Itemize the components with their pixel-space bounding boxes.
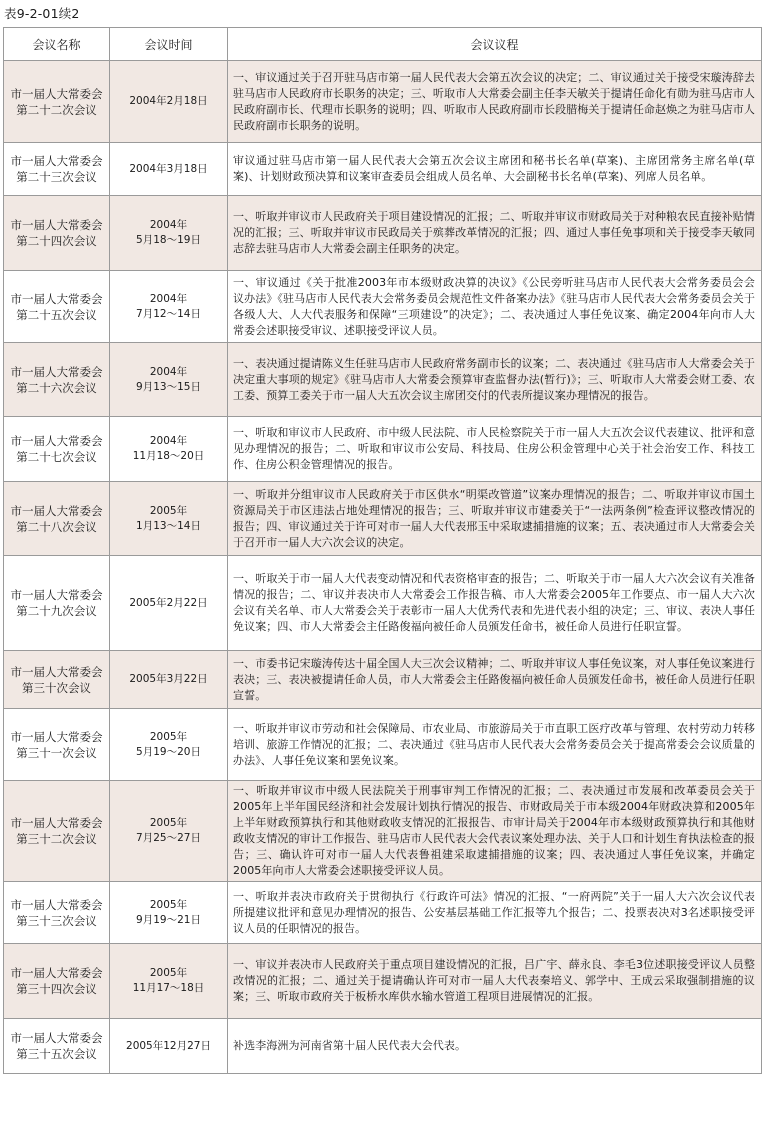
meeting-time-line: 2005年3月22日 bbox=[129, 673, 208, 685]
meeting-agenda-cell: 一、表决通过提请陈义生任驻马店市人民政府常务副市长的议案；二、表决通过《驻马店市人大常委会关于决定重大事项的规定》《驻马店市人大常委会预算审查监督办法(暂行)》；三、听取市人大常委会财工委、农工委、预算工委关于市一届人大五次会议主席团交付的代表所提议案办理情况的报告。 bbox=[228, 343, 762, 417]
meeting-time-line: 2005年 bbox=[149, 817, 188, 829]
meeting-agenda-cell: 一、审议并表决市人民政府关于重点项目建设情况的汇报，吕广宇、薛永良、李毛3位述职接受评议人员整改情况的汇报；二、通过关于提请确认许可对市一届人大代表秦培义、郭学中、王成云采取强制措施的议案；三、听取市政府关于板桥水库供水输水管道工程项目进展情况的汇报。 bbox=[228, 944, 762, 1019]
meeting-time-line: 2005年 bbox=[149, 504, 188, 517]
meeting-name-cell: 市一届人大常委会第三十五次会议 bbox=[4, 1019, 110, 1074]
table-caption: 表9-2-01续2 bbox=[4, 6, 80, 21]
meeting-time-cell bbox=[110, 417, 228, 482]
table-header-row bbox=[4, 28, 762, 61]
table-row bbox=[4, 482, 762, 556]
meeting-time-line: 2005年 bbox=[149, 730, 188, 743]
meeting-time-cell bbox=[110, 944, 228, 1019]
meeting-agenda-cell: 一、听取并分组审议市人民政府关于市区供水“明渠改管道”议案办理情况的报告；二、听取并审议市国土资源局关于市区违法占地处理情况的报告；三、听取并审议市建委关于“一法两条例”检查评议整改情况的报告；四、审议通过关于许可对市一届人大代表邢玉中采取逮捕措施的议案；五、表决通过市人大常委会关于召开市一届人大六次会议的决定。 bbox=[228, 482, 762, 556]
table-row bbox=[4, 271, 762, 343]
meeting-time-cell bbox=[110, 709, 228, 781]
meeting-time-line: 7月25～27日 bbox=[136, 832, 201, 844]
meeting-time-line: 5月18～19日 bbox=[136, 234, 201, 246]
meeting-agenda-cell: 一、审议通过《关于批准2003年市本级财政决算的决议》《公民旁听驻马店市人民代表大会常务委员会会议办法》《驻马店市人民代表大会常务委员会规范性文件备案办法》《驻马店市人民代表大会常务委员会关于各级人大、人大代表服务和保障“三项建设”的决定》；二、表决通过人事任免议案、确定2004年向市人大常委会述职接受审议、述职接受评议人员。 bbox=[228, 271, 762, 343]
meeting-time-line: 2004年 bbox=[149, 292, 188, 305]
table-row bbox=[4, 143, 762, 196]
meeting-name-cell: 市一届人大常委会第三十次会议 bbox=[4, 651, 110, 709]
header-meeting-time: 会议时间 bbox=[110, 28, 228, 61]
meeting-name-cell: 市一届人大常委会第二十四次会议 bbox=[4, 196, 110, 271]
table-row bbox=[4, 944, 762, 1019]
meeting-time-cell bbox=[110, 1019, 228, 1074]
meeting-agenda-cell: 审议通过驻马店市第一届人民代表大会第五次会议主席团和秘书长名单(草案)、主席团常务主席名单(草案)、计划财政预决算和议案审查委员会组成人员名单、大会副秘书长名单(草案)、列席人员名单。 bbox=[228, 143, 762, 196]
meeting-time-cell bbox=[110, 651, 228, 709]
meeting-name-cell: 市一届人大常委会第二十八次会议 bbox=[4, 482, 110, 556]
header-meeting-name: 会议名称 bbox=[4, 28, 110, 61]
meeting-time-cell bbox=[110, 482, 228, 556]
meeting-time-line: 2004年 bbox=[149, 365, 188, 378]
meeting-time-line: 11月17～18日 bbox=[132, 982, 205, 994]
meeting-time-line: 2005年 bbox=[149, 967, 188, 979]
meeting-agenda-cell: 一、听取并审议市人民政府关于项目建设情况的汇报；二、听取并审议市财政局关于对种粮农民直接补贴情况的汇报；三、听取并审议市民政局关于殡葬改革情况的汇报；四、通过人事任免事项和关于接受李天敏同志辞去驻马店市人大常委会副主任职务的决定。 bbox=[228, 196, 762, 271]
meeting-time-line: 2004年 bbox=[149, 219, 188, 231]
meeting-time-line: 11月18～20日 bbox=[132, 450, 205, 462]
table-row bbox=[4, 417, 762, 482]
meeting-time-line: 2005年2月22日 bbox=[129, 596, 208, 609]
table-row bbox=[4, 781, 762, 882]
meeting-name-cell: 市一届人大常委会第二十七次会议 bbox=[4, 417, 110, 482]
meeting-time-line: 2005年12月27日 bbox=[126, 1039, 211, 1052]
meeting-time-line: 9月13～15日 bbox=[136, 380, 201, 393]
table-row bbox=[4, 882, 762, 944]
table-row bbox=[4, 61, 762, 143]
meeting-time-cell bbox=[110, 781, 228, 882]
meeting-agenda-cell: 一、听取和审议市人民政府、市中级人民法院、市人民检察院关于市一届人大五次会议代表建议、批评和意见办理情况的报告；二、听取和审议市公安局、科技局、住房公积金管理中心关于社会治安工作、科技工作、住房公积金管理情况的报告。 bbox=[228, 417, 762, 482]
table-body bbox=[4, 61, 762, 1074]
table-row bbox=[4, 651, 762, 709]
meeting-name-cell: 市一届人大常委会第三十三次会议 bbox=[4, 882, 110, 944]
meeting-agenda-cell: 一、听取并审议市劳动和社会保障局、市农业局、市旅游局关于市直职工医疗改革与管理、农村劳动力转移培训、旅游工作情况的汇报；二、表决通过《驻马店市人民代表大会常务委员会关于提高常委会会议质量的办法》、人事任免议案和罢免议案。 bbox=[228, 709, 762, 781]
meeting-time-line: 2004年2月18日 bbox=[129, 95, 208, 107]
table-row bbox=[4, 709, 762, 781]
table-row bbox=[4, 343, 762, 417]
meeting-name-cell: 市一届人大常委会第二十九次会议 bbox=[4, 556, 110, 651]
meeting-time-cell bbox=[110, 343, 228, 417]
meeting-name-cell: 市一届人大常委会第二十六次会议 bbox=[4, 343, 110, 417]
meeting-agenda-cell: 一、听取并审议市中级人民法院关于刑事审判工作情况的汇报；二、表决通过市发展和改革委员会关于2005年上半年国民经济和社会发展计划执行情况的报告、市财政局关于市本级2004年财政决算和2005年上半年财政预算执行和其他财政收支情况的汇报报告、市审计局关于2004年市本级财政预算执行和其他财政收支情况的审计工作报告、驻马店市人民代表大会代表议案处理办法、关于人口和计划生育执法检查的报告；三、确认许可对市一届人大代表鲁祖建采取逮捕措施的议案；四、表决通过人事任免议案，并确定2005年向市人大常委会述职接受评议人员。 bbox=[228, 781, 762, 882]
meeting-agenda-cell: 一、听取并表决市政府关于贯彻执行《行政许可法》情况的汇报、“一府两院”关于一届人大六次会议代表所提建议批评和意见办理情况的报告、公安基层基础工作汇报等九个报告；二、投票表决对3名述职接受评议人员的任职情况的报告。 bbox=[228, 882, 762, 944]
meeting-time-cell bbox=[110, 271, 228, 343]
meeting-time-cell bbox=[110, 143, 228, 196]
meeting-agenda-cell: 补选李海洲为河南省第十届人民代表大会代表。 bbox=[228, 1019, 762, 1074]
meeting-time-line: 9月19～21日 bbox=[136, 913, 201, 926]
meeting-time-line: 5月19～20日 bbox=[136, 745, 201, 758]
meeting-time-cell bbox=[110, 556, 228, 651]
meeting-name-cell: 市一届人大常委会第三十一次会议 bbox=[4, 709, 110, 781]
meeting-time-line: 2004年 bbox=[149, 435, 188, 447]
meeting-time-cell bbox=[110, 196, 228, 271]
table-row bbox=[4, 556, 762, 651]
meetings-table bbox=[3, 27, 762, 1074]
meeting-name-cell: 市一届人大常委会第二十二次会议 bbox=[4, 61, 110, 143]
meeting-agenda-cell: 一、市委书记宋璇涛传达十届全国人大三次会议精神；二、听取并审议人事任免议案，对人事任免议案进行表决；三、表决被提请任命人员，市人大常委会主任路俊福向被任命人员颁发任命书，被任命人员进行任职宣誓。 bbox=[228, 651, 762, 709]
meeting-time-cell bbox=[110, 882, 228, 944]
meeting-time-line: 2004年3月18日 bbox=[129, 162, 208, 175]
meeting-time-line: 1月13～14日 bbox=[136, 519, 201, 532]
table-row bbox=[4, 196, 762, 271]
meeting-name-cell: 市一届人大常委会第二十五次会议 bbox=[4, 271, 110, 343]
header-meeting-agenda: 会议议程 bbox=[228, 28, 762, 61]
meeting-agenda-cell: 一、听取关于市一届人大代表变动情况和代表资格审查的报告；二、听取关于市一届人大六次会议有关准备情况的报告；二、审议并表决市人大常委会工作报告稿、市人大常委会2005年工作要点、市一届人大六次会议有关名单、市人大常委会关于表彰市一届人大优秀代表和先进代表小组的决定；三、审议、表决人事任免议案；四、市人大常委会主任路俊福向被任命人员颁发任命书，被任命人员进行任职宣誓。 bbox=[228, 556, 762, 651]
meeting-name-cell: 市一届人大常委会第二十三次会议 bbox=[4, 143, 110, 196]
meeting-name-cell: 市一届人大常委会第三十二次会议 bbox=[4, 781, 110, 882]
meeting-time-line: 7月12～14日 bbox=[136, 307, 201, 320]
meeting-agenda-cell: 一、审议通过关于召开驻马店市第一届人民代表大会第五次会议的决定；二、审议通过关于接受宋璇涛辞去驻马店市人民政府市长职务的决定；三、听取市人大常委会副主任李天敏关于提请任命化有勋为驻马店市人民政府副市长、代理市长职务的说明；四、听取市人民政府副市长段腊梅关于提请任命赵焕之为驻马店市人民政府副市长职务的说明。 bbox=[228, 61, 762, 143]
meeting-time-cell bbox=[110, 61, 228, 143]
table-row bbox=[4, 1019, 762, 1074]
meeting-time-line: 2005年 bbox=[149, 898, 188, 911]
meeting-name-cell: 市一届人大常委会第三十四次会议 bbox=[4, 944, 110, 1019]
